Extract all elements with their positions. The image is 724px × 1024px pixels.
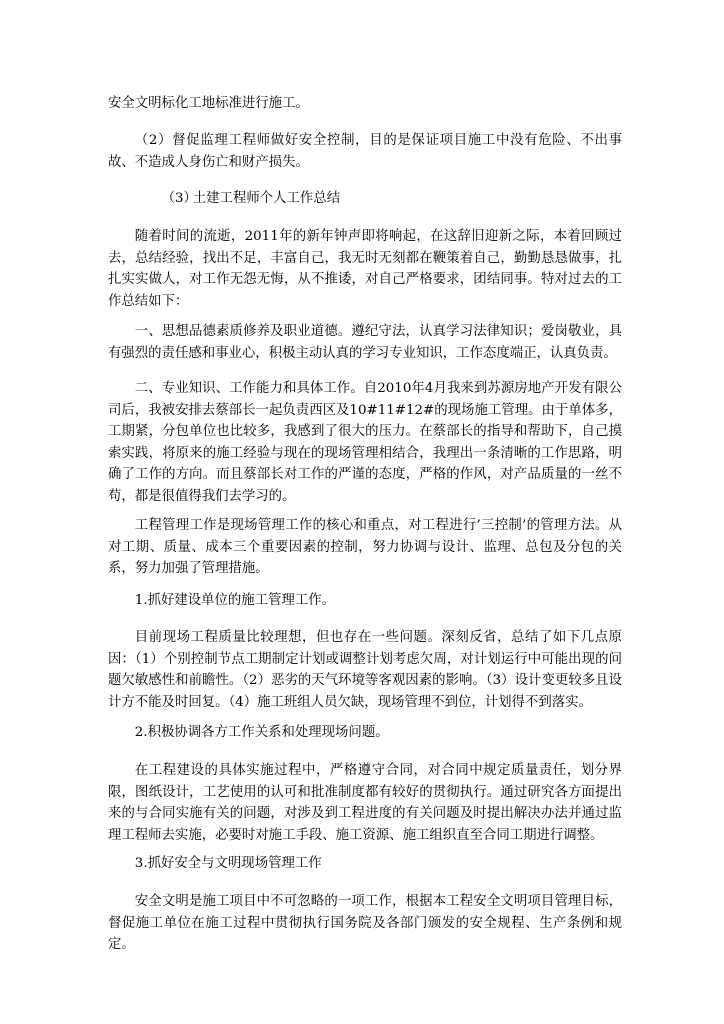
- section-heading: [108, 188, 622, 210]
- paragraph-safety: 安全文明是施工项目中不可忽略的一项工作，根据本工程安全文明项目管理目标，督促施工单位在施工过程中贯彻执行国务院及各部门颁发的安全规程、生产条例和规定。: [108, 894, 622, 953]
- paragraph-contract-execution: 在工程建设的具体实施过程中，严格遵守合同，对合同中规定质量责任，划分界限，图纸设计，工艺使用的认可和批准制度都有较好的贯彻执行。通过研究各方面提出来的与合同实施有关的问题，对涉及到工程进度的有关问题及时提出解决办法并通过监理工程师去实施，必要时对施工手段、施工资源、施工组织直至合同工期进行调整。: [108, 763, 622, 843]
- subheading-construction-management: 1.抓好建设单位的施工管理工作。: [134, 593, 336, 608]
- paragraph-intro: 随着时间的流逝，2011年的新年钟声即将响起，在这辞旧迎新之际，本着回顾过去，总结经验，找出不足，丰富自己，我无时无刻都在鞭策着自己，勤勤恳恳做事，扎扎实实做人，对工作无怨无悔，从不推诿，对自己严格要求，团结同事。特对过去的工作总结如下：: [108, 229, 622, 309]
- paragraph-supervision-safety: （2）督促监理工程师做好安全控制，目的是保证项目施工中没有危险、不出事故、不造成人身伤亡和财产损失。: [108, 133, 622, 170]
- paragraph-project-management: 工程管理工作是现场管理工作的核心和重点，对工程进行’三控制’的管理方法。从对工期、质量、成本三个重要因素的控制，努力协调与设计、监理、总包及分包的关系，努力加强了管理措施。: [108, 518, 622, 577]
- paragraph-ethics: 一、思想品德素质修养及职业道德。遵纪守法，认真学习法律知识；爱岗敬业，具有强烈的责任感和事业心，积极主动认真的学习专业知识，工作态度端正，认真负责。: [108, 324, 622, 361]
- paragraph-quality-issues: 目前现场工程质量比较理想，但也存在一些问题。深刻反省，总结了如下几点原因：（1）个别控制节点工期制定计划或调整计划考虑欠周，对计划运行中可能出现的问题欠敏感性和前瞻性。（2）恶劣的天气环境等客观因素的影响。（3）设计变更较多且设计方不能及时回复。（4）施工班组人员欠缺，现场管理不到位，计划得不到落实。: [108, 630, 622, 710]
- subheading-safety-management: 3.抓好安全与文明现场管理工作: [134, 856, 322, 871]
- subheading-coordination: 2.积极协调各方工作关系和处理现场问题。: [134, 725, 389, 740]
- section-heading-title: 土建工程师个人工作总结: [192, 191, 341, 206]
- paragraph-professional-work: 二、专业知识、工作能力和具体工作。自2010年4月我来到苏源房地产开发有限公司后，我被安排去蔡部长一起负责西区及10#11#12#的现场施工管理。由于单体多，工期紧，分包单位也比较多，我感到了很大的压力。在蔡部长的指导和帮助下，自己摸索实践，将原来的施工经验与现在的现场管理相结合，我理出一条清晰的工作思路，明确了工作的方向。而且蔡部长对工作的严谨的态度，严格的作风，对产品质量的一丝不苟，都是很值得我们去学习的。: [108, 381, 622, 504]
- section-heading-number: （3）: [161, 191, 197, 206]
- paragraph-continuation: 安全文明标化工地标准进行施工。: [108, 96, 309, 111]
